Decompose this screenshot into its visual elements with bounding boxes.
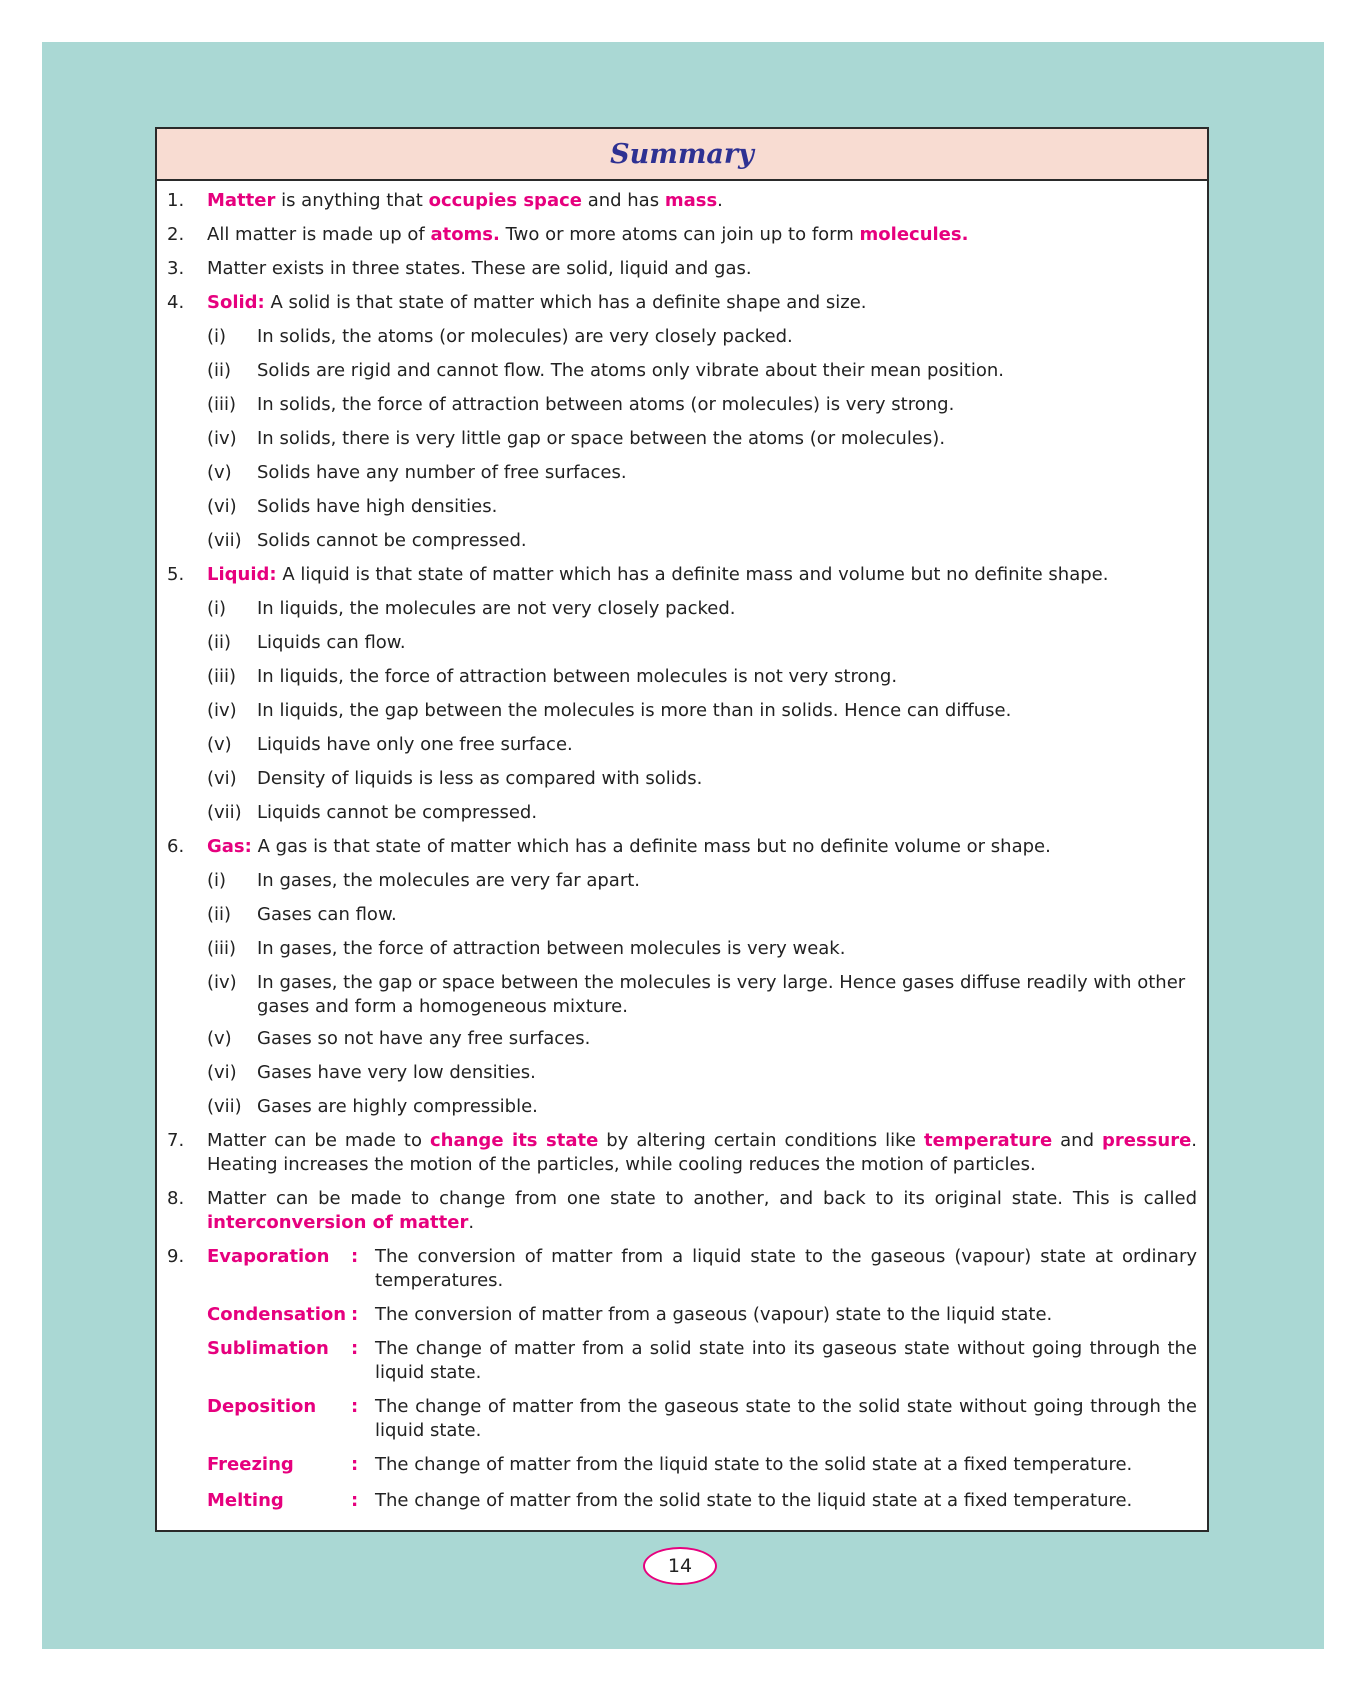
sub-item-text: Solids are rigid and cannot flow. The atoms only vibrate about their mean position.	[257, 360, 1004, 381]
definition-term: Freezing	[207, 1454, 294, 1475]
sub-item-text: Liquids have only one free surface.	[257, 734, 573, 755]
highlighted-term: pressure	[1101, 1130, 1192, 1151]
item-text	[207, 563, 1197, 587]
item-number: 5.	[167, 564, 185, 585]
summary-title: Summary	[610, 138, 754, 170]
text-span: A gas is that state of matter which has a definite mass but no definite volume or shape.	[251, 836, 1051, 857]
definition-colon: :	[351, 1304, 359, 1325]
text-span: Two or more atoms can join up to form	[499, 224, 860, 245]
sub-item-number: (iii)	[207, 938, 237, 959]
sub-item-text: Solids cannot be compressed.	[257, 530, 527, 551]
sub-item-text: In solids, the atoms (or molecules) are very closely packed.	[257, 326, 793, 347]
definition-colon: :	[351, 1246, 359, 1267]
highlighted-term: mass	[664, 190, 718, 211]
item-number: 9.	[167, 1246, 185, 1267]
definition-text: The change of matter from the gaseous state to the solid state without going through the liquid state.	[375, 1396, 1197, 1441]
item-text	[207, 291, 1197, 315]
text-span: by altering certain conditions like	[598, 1130, 924, 1151]
sub-item-number: (ii)	[207, 632, 232, 653]
sub-item-number: (i)	[207, 326, 227, 347]
definition-colon: :	[351, 1396, 359, 1417]
sub-item-text: Gases can flow.	[257, 904, 397, 925]
item-text	[207, 835, 1197, 859]
definition-text: The conversion of matter from a gaseous (vapour) state to the liquid state.	[375, 1304, 1053, 1325]
item-text	[207, 189, 1197, 213]
sub-item-number: (v)	[207, 734, 232, 755]
sub-item-text: In gases, the gap or space between the molecules is very large. Hence gases diffuse readily with other gases and form a homogeneous mixture.	[257, 972, 1186, 1017]
sub-item-number: (iii)	[207, 394, 237, 415]
item-number: 8.	[167, 1188, 185, 1209]
sub-item-text: In gases, the force of attraction between molecules is very weak.	[257, 938, 846, 959]
item-number: 7.	[167, 1130, 185, 1151]
definition-term: Melting	[207, 1490, 284, 1511]
sub-item-number: (i)	[207, 598, 227, 619]
highlighted-term: interconversion of matter	[207, 1212, 469, 1233]
sub-item-number: (v)	[207, 1028, 232, 1049]
sub-item-text: Gases are highly compressible.	[257, 1096, 538, 1117]
sub-item-number: (vii)	[207, 1096, 242, 1117]
sub-item-text: In liquids, the molecules are not very closely packed.	[257, 598, 736, 619]
sub-item-number: (iii)	[207, 666, 237, 687]
definition-term: Deposition	[207, 1396, 317, 1417]
item-number: 6.	[167, 836, 185, 857]
item-text	[207, 1187, 1197, 1235]
sub-item-number: (vi)	[207, 496, 237, 517]
sub-item-number: (iv)	[207, 972, 237, 993]
sub-item-number: (iv)	[207, 428, 237, 449]
sub-item-text: Solids have high densities.	[257, 496, 498, 517]
definition-colon: :	[351, 1454, 359, 1475]
item-number: 3.	[167, 258, 185, 279]
definition-term: Sublimation	[207, 1338, 329, 1359]
text-span: Matter can be made to change from one state to another, and back to its original state. This is called	[207, 1188, 1197, 1209]
sub-item-text: Liquids cannot be compressed.	[257, 802, 538, 823]
text-span: Matter can be made to	[207, 1130, 430, 1151]
sub-item-text: In liquids, the force of attraction between molecules is not very strong.	[257, 666, 898, 687]
item-number: 1.	[167, 190, 185, 211]
sub-item-text: Gases have very low densities.	[257, 1062, 536, 1083]
summary-box	[155, 127, 1209, 1532]
item-number: 2.	[167, 224, 185, 245]
sub-item-text: In liquids, the gap between the molecules is more than in solids. Hence can diffuse.	[257, 700, 1012, 721]
definition-text: The conversion of matter from a liquid state to the gaseous (vapour) state at ordinary temperatures.	[375, 1246, 1197, 1291]
sub-item-text: Solids have any number of free surfaces.	[257, 462, 627, 483]
definition-term: Evaporation	[207, 1246, 330, 1267]
highlighted-term: Gas:	[207, 836, 252, 857]
sub-item-number: (vii)	[207, 530, 242, 551]
definition-colon: :	[351, 1338, 359, 1359]
definition-term: Condensation	[207, 1304, 347, 1325]
text-span: A solid is that state of matter which has a definite shape and size.	[264, 292, 867, 313]
sub-item-number: (i)	[207, 870, 227, 891]
text-span: and has	[581, 190, 665, 211]
sub-item-number: (vi)	[207, 1062, 237, 1083]
sub-item-number: (vi)	[207, 768, 237, 789]
text-span: .	[468, 1212, 475, 1233]
text-span: Matter exists in three states. These are solid, liquid and gas.	[207, 258, 752, 279]
summary-header	[157, 129, 1207, 181]
sub-item-text: Liquids can flow.	[257, 632, 406, 653]
text-span: . Heating increases the motion of the particles, while cooling reduces the motion of particles.	[207, 1130, 1198, 1175]
highlighted-term: Solid:	[207, 292, 265, 313]
highlighted-term: temperature	[923, 1130, 1053, 1151]
item-text	[207, 257, 1197, 281]
sub-item-number: (vii)	[207, 802, 242, 823]
text-span: is anything that	[275, 190, 429, 211]
highlighted-term: atoms.	[430, 224, 500, 245]
definition-text: The change of matter from a solid state into its gaseous state without going through the liquid state.	[375, 1338, 1197, 1383]
highlighted-term: molecules.	[859, 224, 969, 245]
sub-item-number: (iv)	[207, 700, 237, 721]
highlighted-term: change its state	[429, 1130, 599, 1151]
sub-item-number: (v)	[207, 462, 232, 483]
highlighted-term: Matter	[207, 190, 276, 211]
sub-item-text: In solids, the force of attraction between atoms (or molecules) is very strong.	[257, 394, 955, 415]
definition-text: The change of matter from the solid state to the liquid state at a fixed temperature.	[375, 1490, 1133, 1511]
sub-item-text: Gases so not have any free surfaces.	[257, 1028, 591, 1049]
text-span: .	[717, 190, 723, 211]
text-span: and	[1052, 1130, 1102, 1151]
item-number: 4.	[167, 292, 185, 313]
sub-item-text: In gases, the molecules are very far apart.	[257, 870, 641, 891]
text-span: All matter is made up of	[207, 224, 431, 245]
highlighted-term: occupies space	[428, 190, 582, 211]
page-number: 14	[643, 1547, 717, 1585]
definition-colon: :	[351, 1490, 359, 1511]
sub-item-number: (ii)	[207, 904, 232, 925]
text-span: A liquid is that state of matter which has a definite mass and volume but no definite shape.	[276, 564, 1109, 585]
item-text	[207, 223, 1197, 247]
sub-item-number: (ii)	[207, 360, 232, 381]
sub-item-text: In solids, there is very little gap or space between the atoms (or molecules).	[257, 428, 946, 449]
highlighted-term: Liquid:	[207, 564, 277, 585]
definition-text: The change of matter from the liquid state to the solid state at a fixed temperature.	[375, 1454, 1133, 1475]
sub-item-text: Density of liquids is less as compared with solids.	[257, 768, 703, 789]
item-text	[207, 1129, 1197, 1177]
